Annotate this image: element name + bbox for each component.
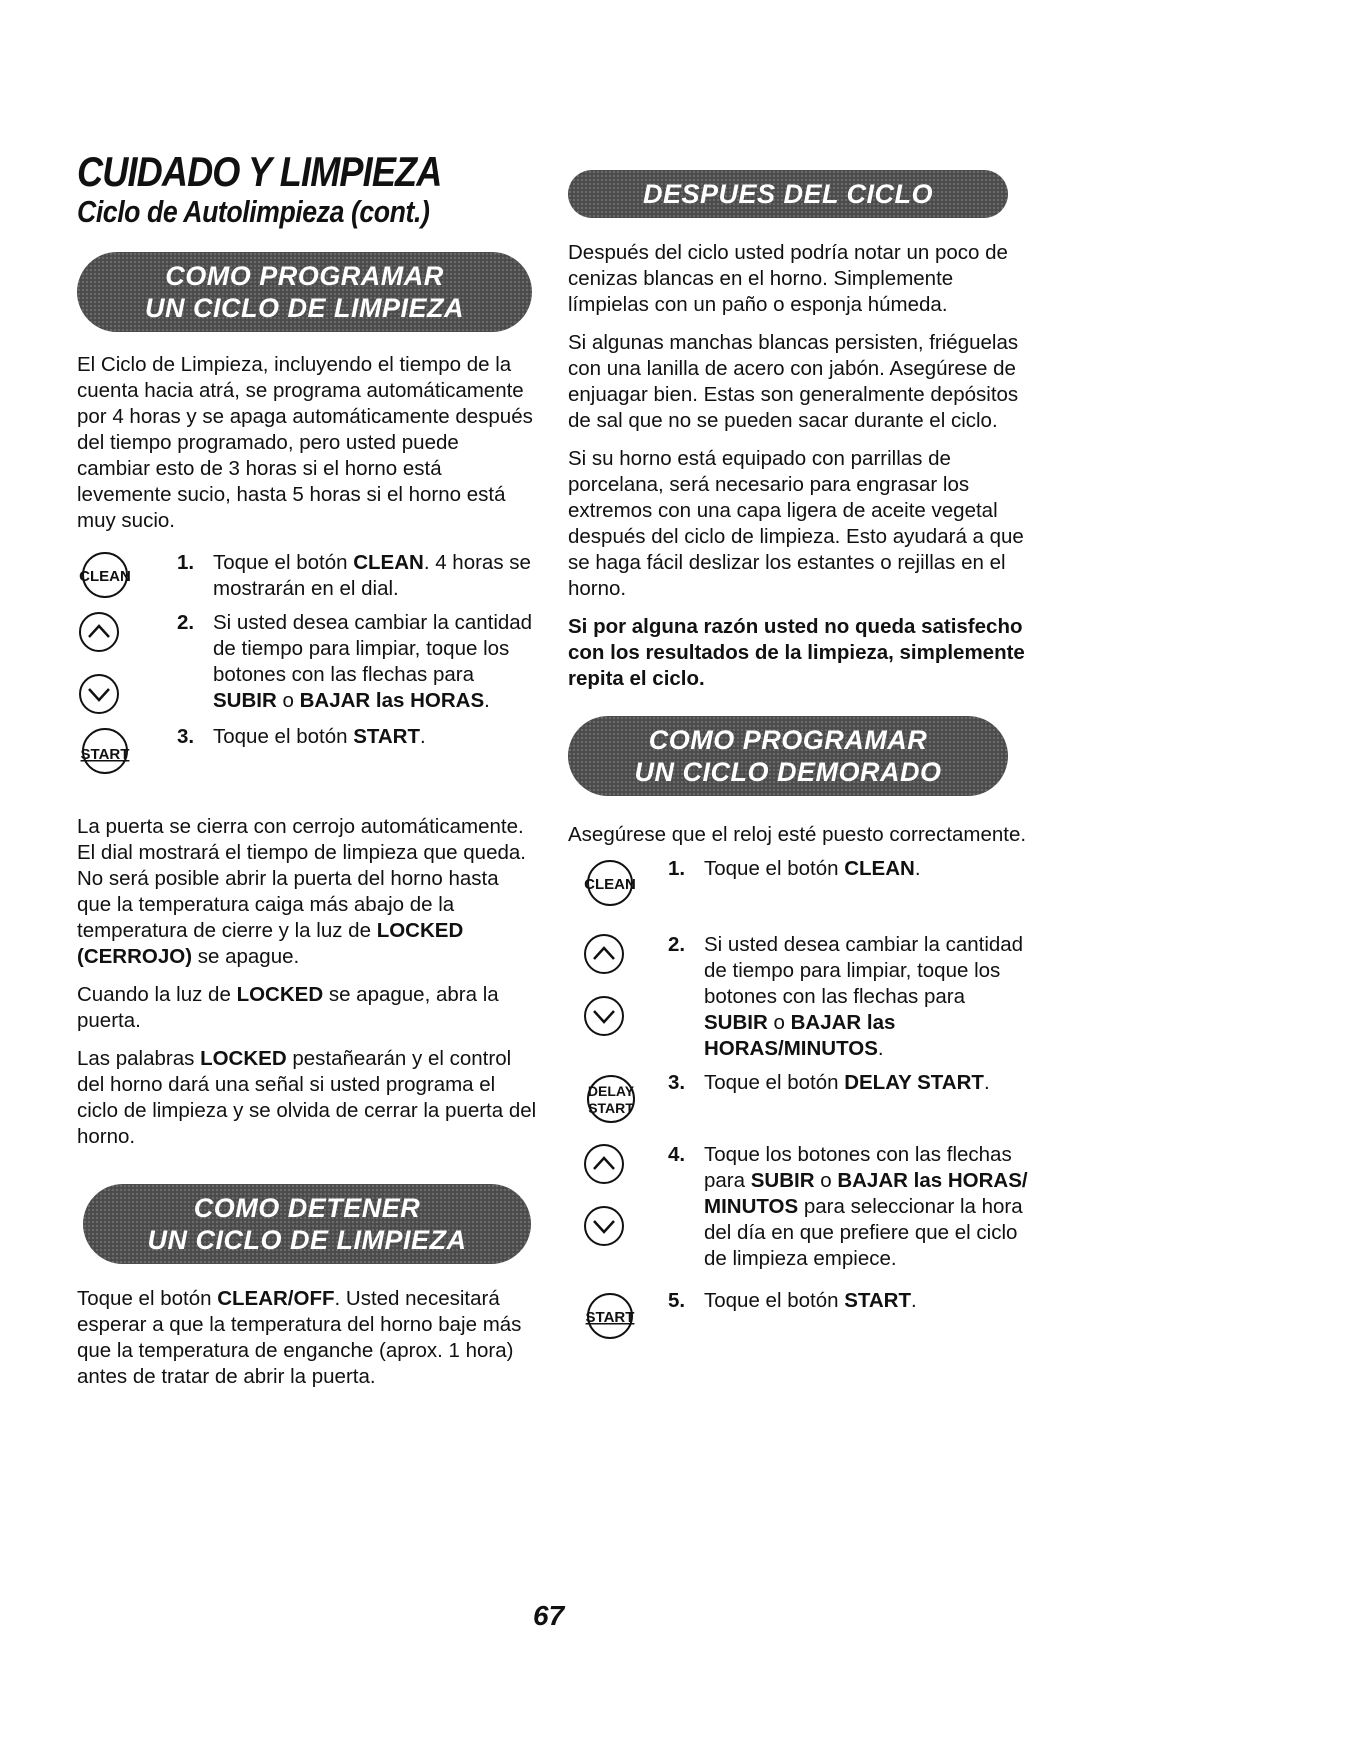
left-column bbox=[77, 150, 537, 1402]
step-text: Toque los botones con las flechas para SUBIR o BAJAR las HORAS/ MINUTOS para seleccionar la hora del día en que prefiere que el ciclo de limpieza empiece. bbox=[704, 1143, 1028, 1270]
step-1 bbox=[77, 550, 537, 602]
section-banner-stop-clean bbox=[83, 1184, 531, 1264]
after-paragraph-2: Si algunas manchas blancas persisten, friéguelas con una lanilla de acero con jabón. Asegúrese de enjuagar bien. Estas son generalmente depósitos de sal que no se pueden sacar durante el ciclo. bbox=[568, 331, 1019, 432]
step-text: Toque el botón DELAY START. bbox=[704, 1071, 990, 1094]
step-number: 3. bbox=[177, 725, 195, 748]
up-arrow-button-icon bbox=[582, 932, 668, 976]
down-arrow-button-icon bbox=[582, 994, 668, 1038]
start-button-icon bbox=[582, 1288, 668, 1344]
page-number: 67 bbox=[533, 1600, 565, 1631]
banner-line-1: DESPUES DEL CICLO bbox=[642, 179, 934, 209]
step-text: Toque el botón START. bbox=[704, 1289, 917, 1312]
clean-button-icon bbox=[77, 550, 177, 600]
step-text: Si usted desea cambiar la cantidad de tiempo para limpiar, toque los botones con las flechas para SUBIR o BAJAR las HORAS/MINUTOS. bbox=[704, 933, 1024, 1060]
step-text: Toque el botón START. bbox=[213, 725, 426, 748]
up-arrow-button-icon bbox=[77, 610, 177, 654]
section-banner-delayed-cycle bbox=[568, 716, 1008, 796]
svg-text:START: START bbox=[588, 1100, 634, 1116]
step-5 bbox=[568, 1288, 1028, 1344]
start-button-icon bbox=[77, 724, 177, 778]
banner-line-2: UN CICLO DE LIMPIEZA bbox=[145, 293, 464, 323]
step-number: 1. bbox=[668, 857, 686, 880]
page-title: CUIDADO Y LIMPIEZA bbox=[77, 148, 442, 195]
banner-line-1: COMO PROGRAMAR bbox=[648, 725, 928, 755]
step-4 bbox=[568, 1142, 1028, 1272]
section-banner-program-clean bbox=[77, 252, 532, 332]
clock-paragraph: Asegúrese que el reloj esté puesto correctamente. bbox=[568, 823, 1027, 846]
after-paragraph-1: Después del ciclo usted podría notar un poco de cenizas blancas en el horno. Simplemente límpielas con un paño o esponja húmeda. bbox=[568, 241, 1008, 316]
step-number: 5. bbox=[668, 1289, 686, 1312]
page-subtitle: Ciclo de Autolimpieza (cont.) bbox=[77, 194, 430, 229]
banner-line-1: COMO DETENER bbox=[193, 1193, 421, 1223]
step-1 bbox=[568, 856, 1028, 910]
step-number: 1. bbox=[177, 551, 195, 574]
up-arrow-button-icon bbox=[582, 1142, 668, 1186]
step-number: 2. bbox=[177, 611, 195, 634]
svg-text:START: START bbox=[585, 1309, 635, 1326]
step-text: Toque el botón CLEAN. 4 horas se mostrarán en el dial. bbox=[213, 551, 531, 600]
banner-line-2: UN CICLO DE LIMPIEZA bbox=[147, 1225, 467, 1255]
step-3 bbox=[568, 1070, 1028, 1128]
lock-paragraph: La puerta se cierra con cerrojo automáticamente. El dial mostrará el tiempo de limpieza que queda. No será posible abrir la puerta del horno hasta que la temperatura caiga más abajo de la temperatura de cierre y la luz de LOCKED (CERROJO) se apague. bbox=[77, 815, 526, 968]
step-number: 4. bbox=[668, 1143, 686, 1166]
clean-button-icon bbox=[582, 856, 668, 910]
banner-line-1: COMO PROGRAMAR bbox=[165, 261, 444, 291]
after-paragraph-3: Si su horno está equipado con parrillas de porcelana, será necesario para engrasar los extremos con una capa ligera de aceite vegetal después del ciclo de limpieza. Esto ayudará a que se haga fácil deslizar los estantes o rejillas en el horno. bbox=[568, 447, 1024, 600]
right-column bbox=[568, 170, 1028, 1352]
step-2 bbox=[568, 932, 1028, 1062]
step-text: Toque el botón CLEAN. bbox=[704, 857, 921, 880]
step-text: Si usted desea cambiar la cantidad de tiempo para limpiar, toque los botones con las flechas para SUBIR o BAJAR las HORAS. bbox=[213, 611, 533, 712]
step-number: 3. bbox=[668, 1071, 686, 1094]
svg-text:DELAY: DELAY bbox=[587, 1083, 635, 1099]
step-number: 2. bbox=[668, 933, 686, 956]
delay-start-button-icon bbox=[582, 1070, 668, 1128]
after-paragraph-4: Si por alguna razón usted no queda satisfecho con los resultados de la limpieza, simplemente repita el ciclo. bbox=[568, 615, 1025, 690]
svg-text:START: START bbox=[80, 746, 130, 763]
stop-paragraph: Toque el botón CLEAR/OFF. Usted necesitará esperar a que la temperatura del horno baje más que la temperatura de enganche (aprox. 1 hora) antes de tratar de abrir la puerta. bbox=[77, 1287, 522, 1388]
down-arrow-button-icon bbox=[582, 1204, 668, 1248]
section-banner-after-cycle bbox=[568, 170, 1008, 218]
banner-line-2: UN CICLO DEMORADO bbox=[634, 757, 942, 787]
step-2 bbox=[77, 610, 537, 716]
svg-text:CLEAN: CLEAN bbox=[584, 876, 636, 893]
locked-blink-paragraph: Las palabras LOCKED pestañearán y el control del horno dará una señal si usted programa el ciclo de limpieza y se olvida de cerrar la puerta del horno. bbox=[77, 1047, 537, 1148]
locked-off-paragraph: Cuando la luz de LOCKED se apague, abra la puerta. bbox=[77, 983, 499, 1032]
step-3 bbox=[77, 724, 537, 778]
svg-text:CLEAN: CLEAN bbox=[79, 568, 131, 585]
down-arrow-button-icon bbox=[77, 672, 177, 716]
intro-paragraph: El Ciclo de Limpieza, incluyendo el tiempo de la cuenta hacia atrá, se programa automáticamente por 4 horas y se apaga automáticamente después del tiempo programado, pero usted puede cambiar esto de 3 horas si el horno está levemente sucio, hasta 5 horas si el horno está muy sucio. bbox=[77, 353, 533, 532]
